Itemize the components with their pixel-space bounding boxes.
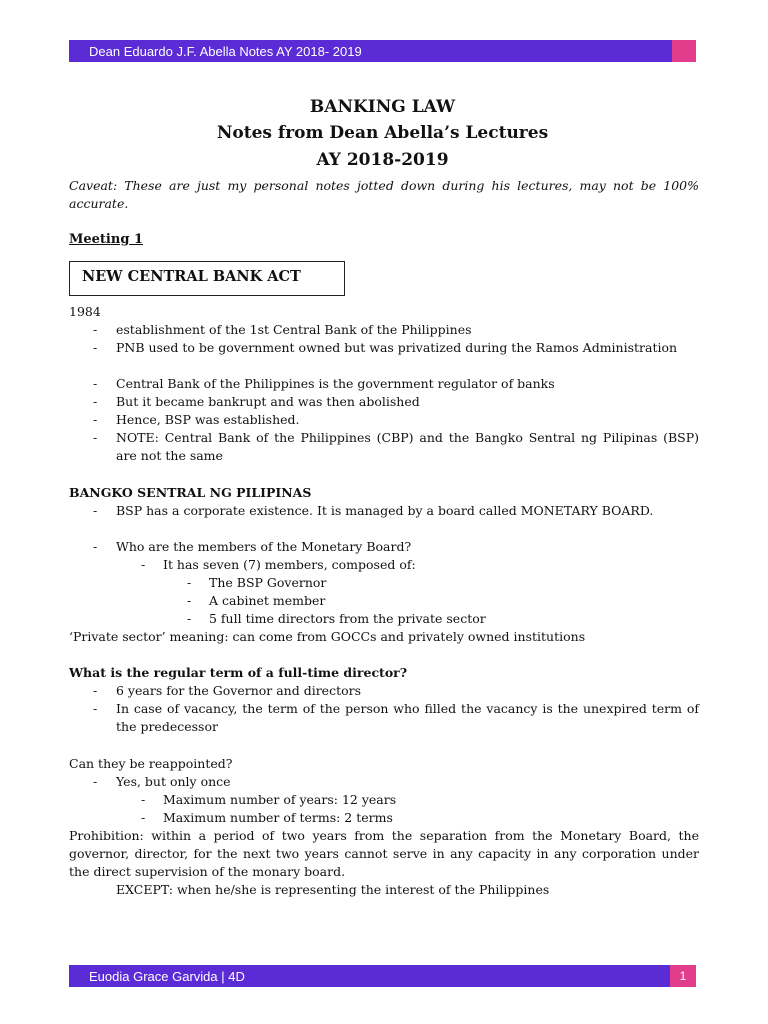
bsp-member-1: The BSP Governor xyxy=(209,575,327,590)
bullet-dash: - xyxy=(187,575,192,590)
bullet-dash: - xyxy=(93,701,98,716)
header-text: Dean Eduardo J.F. Abella Notes AY 2018- 2019 xyxy=(89,43,362,59)
doc-year: AY 2018-2019 xyxy=(316,150,449,170)
bsp-member-2: A cabinet member xyxy=(209,593,326,608)
cb-item-6: NOTE: Central Bank of the Philippines (CBP) and the Bangko Sentral ng Pilipinas (BSP) are not the same xyxy=(116,430,699,463)
bullet-dash: - xyxy=(93,394,98,409)
cb-item-4: But it became bankrupt and was then abolished xyxy=(116,394,420,409)
bullet-dash: - xyxy=(93,774,98,789)
bsp-sub-item: It has seven (7) members, composed of: xyxy=(163,557,416,572)
bullet-dash: - xyxy=(93,683,98,698)
bullet-dash: - xyxy=(187,593,192,608)
footer-band xyxy=(69,965,696,987)
private-sector-note: ‘Private sector’ meaning: can come from GOCCs and privately owned institutions xyxy=(69,629,586,644)
doc-subtitle: Notes from Dean Abella’s Lectures xyxy=(216,123,549,143)
cb-item-5: Hence, BSP was established. xyxy=(116,412,300,427)
cb-item-1: establishment of the 1st Central Bank of the Philippines xyxy=(116,322,472,337)
year-label: 1984 xyxy=(69,304,101,319)
bsp-item-1: BSP has a corporate existence. It is managed by a board called MONETARY BOARD. xyxy=(116,503,654,518)
header-band xyxy=(69,40,696,62)
doc-title: BANKING LAW xyxy=(309,97,456,117)
bullet-dash: - xyxy=(141,792,146,807)
reappoint-sub-2: Maximum number of terms: 2 terms xyxy=(163,810,393,825)
bullet-dash: - xyxy=(93,430,98,445)
bullet-dash: - xyxy=(141,810,146,825)
reappoint-question: Can they be reappointed? xyxy=(69,756,233,771)
bsp-member-3: 5 full time directors from the private sector xyxy=(209,611,486,626)
header-accent xyxy=(672,40,696,62)
bullet-dash: - xyxy=(93,503,98,518)
section-box: NEW CENTRAL BANK ACT xyxy=(69,261,345,296)
meeting-heading: Meeting 1 xyxy=(69,232,143,247)
term-question: What is the regular term of a full-time director? xyxy=(69,665,408,680)
bsp-heading: BANGKO SENTRAL NG PILIPINAS xyxy=(69,485,312,500)
except-note: EXCEPT: when he/she is representing the interest of the Philippines xyxy=(116,882,550,897)
bullet-dash: - xyxy=(93,376,98,391)
cb-item-3: Central Bank of the Philippines is the government regulator of banks xyxy=(116,376,555,391)
term-item-1: 6 years for the Governor and directors xyxy=(116,683,362,698)
caveat-note: Caveat: These are just my personal notes jotted down during his lectures, may not be 100% accurate. xyxy=(69,178,699,211)
reappoint-sub-1: Maximum number of years: 12 years xyxy=(163,792,397,807)
bullet-dash: - xyxy=(93,539,98,554)
bullet-dash: - xyxy=(141,557,146,572)
reappoint-answer: Yes, but only once xyxy=(116,774,231,789)
cb-item-2: PNB used to be government owned but was privatized during the Ramos Administration xyxy=(116,340,678,355)
bullet-dash: - xyxy=(93,322,98,337)
footer-text: Euodia Grace Garvida | 4D xyxy=(89,968,245,984)
bullet-dash: - xyxy=(93,412,98,427)
prohibition-paragraph: Prohibition: within a period of two years from the separation from the Monetary Board, the governor, director, for the next two years cannot serve in any capacity in any corporation under the direct supervision of the monary board. xyxy=(69,828,699,879)
bsp-item-2: Who are the members of the Monetary Board? xyxy=(116,539,412,554)
bullet-dash: - xyxy=(93,340,98,355)
bullet-dash: - xyxy=(187,611,192,626)
term-item-2: In case of vacancy, the term of the person who filled the vacancy is the unexpired term of the predecessor xyxy=(116,701,699,734)
page-number: 1 xyxy=(670,965,696,987)
